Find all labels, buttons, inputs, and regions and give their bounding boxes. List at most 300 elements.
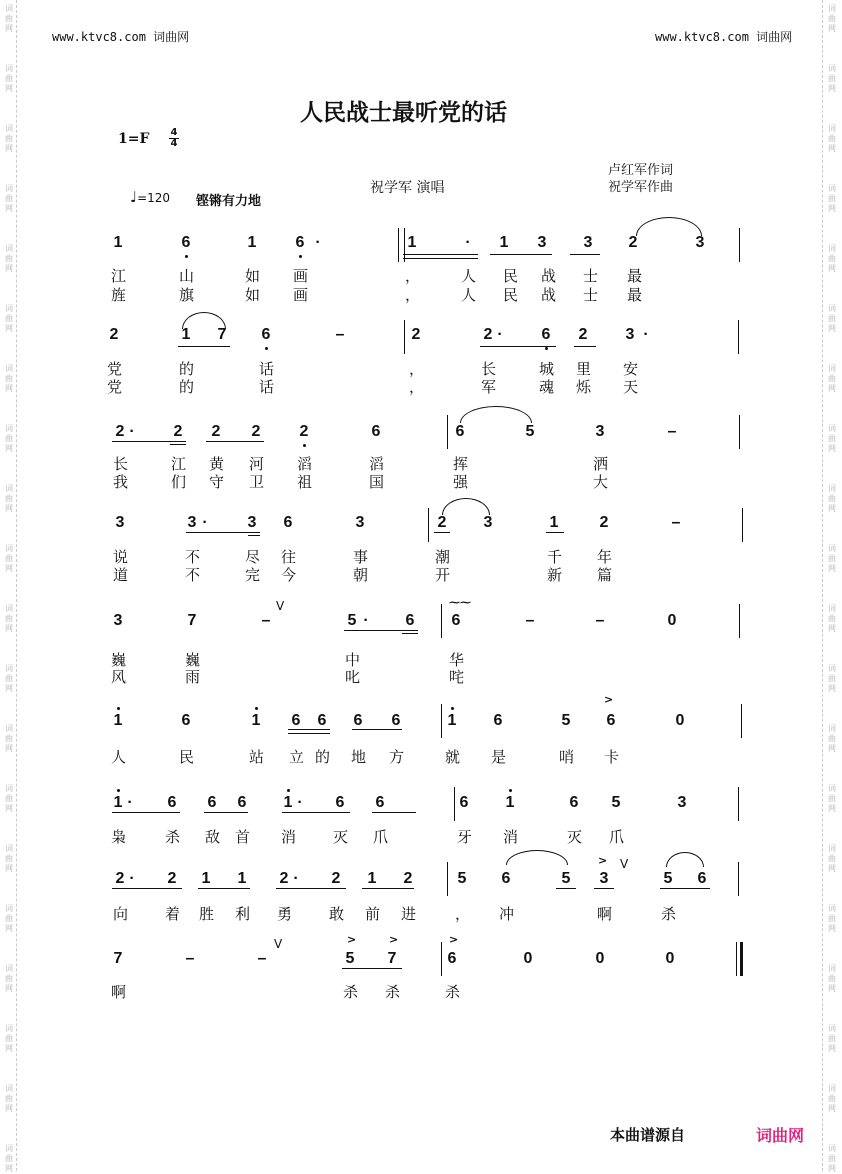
beam-underline: [288, 733, 330, 734]
note: –: [335, 326, 345, 343]
lyric-char: 祖: [297, 473, 313, 491]
note: 1: [237, 870, 247, 887]
note: 2: [115, 870, 125, 887]
lyric-char: ，: [405, 267, 421, 285]
note: 2: [578, 326, 588, 343]
slur: [460, 406, 532, 423]
lyric-char: 雨: [185, 668, 201, 686]
lyric-char: 爪: [373, 828, 389, 846]
accent-mark: >: [347, 933, 357, 946]
watermark-text: 词 曲 网: [828, 724, 836, 753]
site-url-left[interactable]: www.ktvc8.com 词曲网: [52, 30, 190, 44]
watermark-text: 词 曲 网: [5, 364, 13, 393]
mordent-mark: ⁓⁓: [449, 596, 471, 609]
note: 2: [483, 326, 493, 343]
note: 1: [113, 234, 123, 251]
lyric-char: 画: [293, 267, 309, 285]
note: 6: [606, 712, 616, 729]
watermark-text: 词 曲 网: [5, 784, 13, 813]
lyric-char: 旗: [179, 286, 195, 304]
beam-underline: [186, 532, 260, 533]
right-watermark-strip: [822, 0, 839, 1171]
lyric-char: 着: [165, 905, 181, 923]
lyric-char: 进: [401, 905, 417, 923]
lyric-char: 我: [113, 473, 129, 491]
note: 3: [113, 612, 123, 629]
note: ·: [363, 612, 369, 629]
note: 0: [665, 950, 675, 967]
lyric-char: 前: [365, 905, 381, 923]
note: 6: [317, 712, 327, 729]
expression-marking: 铿锵有力地: [196, 194, 262, 209]
note: 2: [115, 423, 125, 440]
lyric-char: 咤: [449, 668, 465, 686]
lyric-char: 风: [111, 668, 127, 686]
lyric-char: 事: [353, 548, 369, 566]
lyric-char: 是: [491, 748, 507, 766]
note: 6: [371, 423, 381, 440]
note: 0: [595, 950, 605, 967]
lyric-char: 卡: [604, 748, 620, 766]
lyric-char: 说: [113, 548, 129, 566]
note: 6: [237, 794, 247, 811]
note: 7: [387, 950, 397, 967]
breath-mark: V: [276, 599, 285, 613]
lyric-char: 啊: [111, 983, 127, 1001]
lyric-char: 道: [113, 566, 129, 584]
lyric-char: ，: [409, 360, 425, 378]
lyric-char: 往: [281, 548, 297, 566]
note: 1: [249, 712, 263, 730]
note: 3: [115, 514, 125, 531]
note: 5: [611, 794, 621, 811]
note: 3: [695, 234, 705, 251]
barline: [742, 508, 743, 542]
lyric-char: 黄: [209, 455, 225, 473]
lyric-char: 国: [369, 473, 385, 491]
beam-underline: [362, 888, 414, 889]
accent-mark: >: [598, 854, 608, 867]
watermark-text: 词 曲 网: [828, 544, 836, 573]
beam-underline: [403, 254, 478, 255]
note: 6: [335, 794, 345, 811]
lyric-char: 冲: [499, 905, 515, 923]
beam-underline: [660, 888, 710, 889]
note: 6: [207, 794, 217, 811]
lyric-char: 滔: [369, 455, 385, 473]
lyric-char: 旌: [111, 286, 127, 304]
barline: [447, 415, 448, 449]
slur: [636, 217, 702, 236]
watermark-text: 词 曲 网: [5, 244, 13, 273]
lyric-char: 话: [259, 378, 275, 396]
note: 1: [445, 712, 459, 730]
lyric-char: 大: [593, 473, 609, 491]
note: ·: [127, 794, 133, 811]
lyric-char: 河: [249, 455, 265, 473]
site-url-right[interactable]: www.ktvc8.com 词曲网: [655, 30, 793, 44]
watermark-text: 词 曲 网: [828, 4, 836, 33]
lyric-char: 消: [281, 828, 297, 846]
lyric-char: 巍: [111, 651, 127, 669]
lyric-char: 画: [293, 286, 309, 304]
lyricist-credit: 卢红军作词: [608, 163, 674, 178]
slur: [182, 312, 226, 329]
final-barline: [740, 942, 743, 976]
note: 1: [503, 794, 517, 812]
note: 5: [561, 870, 571, 887]
composer-credit: 祝学军作曲: [608, 180, 674, 195]
watermark-text: 词 曲 网: [5, 1084, 13, 1113]
lyric-char: 叱: [345, 668, 361, 686]
lyric-char: 华: [449, 651, 465, 669]
note: 6: [291, 712, 301, 729]
note: 7: [187, 612, 197, 629]
beam-underline: [178, 346, 230, 347]
note: 6: [391, 712, 401, 729]
beam-underline: [546, 532, 564, 533]
lyric-char: 杀: [385, 983, 401, 1001]
barline: [441, 604, 442, 638]
lyric-char: 党: [107, 378, 123, 396]
lyric-char: 里: [576, 360, 592, 378]
watermark-text: 词 曲 网: [828, 124, 836, 153]
lyric-char: 向: [113, 905, 129, 923]
note: 5: [457, 870, 467, 887]
beam-underline: [594, 888, 614, 889]
lyric-char: 城: [539, 360, 555, 378]
lyric-char: 卫: [249, 473, 265, 491]
lyric-char: 守: [209, 473, 225, 491]
beam-underline: [570, 254, 600, 255]
lyric-char: 最: [627, 286, 643, 304]
note: 5: [525, 423, 535, 440]
lyric-char: 开: [435, 566, 451, 584]
note: 2: [628, 234, 638, 251]
source-label: 本曲谱源自: [610, 1126, 686, 1144]
accent-mark: >: [389, 933, 399, 946]
note: 3: [677, 794, 687, 811]
note: ·: [129, 870, 135, 887]
note: 3: [483, 514, 493, 531]
note: –: [667, 423, 677, 440]
note: 6: [455, 423, 465, 440]
note: 6: [375, 794, 385, 811]
slur: [442, 498, 490, 515]
note: 3: [599, 870, 609, 887]
watermark-text: 词 曲 网: [828, 484, 836, 513]
note: ·: [293, 870, 299, 887]
lyric-char: 长: [481, 360, 497, 378]
note: 6: [447, 950, 457, 967]
watermark-text: 词 曲 网: [828, 904, 836, 933]
lyric-char: 的: [179, 360, 195, 378]
lyric-char: 胜: [199, 905, 215, 923]
watermark-text: 词 曲 网: [828, 1084, 836, 1113]
note: 6: [405, 612, 415, 629]
barline: [398, 228, 399, 262]
lyric-char: 天: [623, 378, 639, 396]
lyric-char: 民: [503, 286, 519, 304]
note: 6: [459, 794, 469, 811]
lyric-char: 首: [235, 828, 251, 846]
barline: [447, 862, 448, 896]
note: –: [595, 612, 605, 629]
note: 7: [217, 326, 227, 343]
note: 3: [583, 234, 593, 251]
note: 1: [181, 326, 191, 343]
beam-underline: [112, 441, 186, 442]
watermark-text: 词 曲 网: [5, 844, 13, 873]
lyric-char: 党: [107, 360, 123, 378]
beam-underline: [372, 812, 416, 813]
watermark-text: 词 曲 网: [5, 1024, 13, 1053]
note: ·: [315, 234, 321, 251]
watermark-text: 词 曲 网: [5, 964, 13, 993]
lyric-char: 千: [547, 548, 563, 566]
note: 2: [167, 870, 177, 887]
lyric-char: 如: [245, 286, 261, 304]
lyric-char: 安: [623, 360, 639, 378]
lyric-char: 魂: [539, 378, 555, 396]
lyric-char: 朝: [353, 566, 369, 584]
lyric-char: 长: [113, 455, 129, 473]
note: 2: [599, 514, 609, 531]
barline: [739, 415, 740, 449]
lyric-char: 话: [259, 360, 275, 378]
lyric-char: 江: [171, 455, 187, 473]
lyric-char: 洒: [593, 455, 609, 473]
lyric-char: 的: [179, 378, 195, 396]
lyric-char: 民: [503, 267, 519, 285]
note: 0: [667, 612, 677, 629]
watermark-text: 词 曲 网: [828, 184, 836, 213]
source-brand-link[interactable]: 词曲网: [756, 1126, 805, 1145]
note: 6: [501, 870, 511, 887]
singer-credit: 祝学军 演唱: [370, 180, 445, 196]
beam-underline: [352, 729, 402, 730]
lyric-char: 方: [389, 748, 405, 766]
time-signature: $\frac{4}{4}$: [170, 127, 178, 149]
note: 3: [537, 234, 547, 251]
note: 6: [451, 612, 461, 629]
note: 6: [293, 234, 307, 252]
note: 1: [201, 870, 211, 887]
lyric-char: 敌: [205, 828, 221, 846]
note: 6: [179, 234, 193, 252]
lyric-char: 巍: [185, 651, 201, 669]
note: 6: [259, 326, 273, 344]
watermark-text: 词 曲 网: [5, 424, 13, 453]
song-title: 人民战士最听党的话: [300, 100, 507, 126]
lyric-char: 潮: [435, 548, 451, 566]
note: 2: [251, 423, 261, 440]
watermark-text: 词 曲 网: [5, 664, 13, 693]
accent-mark: >: [604, 693, 614, 706]
note: 3: [247, 514, 257, 531]
beam-underline: [402, 633, 418, 634]
lyric-char: 山: [179, 267, 195, 285]
lyric-char: 的: [315, 748, 331, 766]
note: 3: [625, 326, 635, 343]
note: 5: [561, 712, 571, 729]
lyric-char: 立: [289, 748, 305, 766]
barline: [738, 862, 739, 896]
lyric-char: 们: [171, 473, 187, 491]
beam-underline: [480, 346, 556, 347]
note: 1: [407, 234, 417, 251]
note: 1: [111, 712, 125, 730]
lyric-char: 灭: [567, 828, 583, 846]
watermark-text: 词 曲 网: [5, 184, 13, 213]
note: 3: [595, 423, 605, 440]
note: 6: [569, 794, 579, 811]
barline: [454, 787, 455, 821]
note: 1: [549, 514, 559, 531]
lyric-char: 士: [583, 267, 599, 285]
note: 0: [523, 950, 533, 967]
lyric-char: 哨: [559, 748, 575, 766]
beam-underline: [206, 441, 264, 442]
watermark-text: 词 曲 网: [5, 64, 13, 93]
slur: [666, 852, 704, 867]
lyric-char: ，: [455, 905, 471, 923]
beam-underline: [170, 444, 186, 445]
note: 1: [499, 234, 509, 251]
note: ·: [497, 326, 503, 343]
note: 1: [281, 794, 295, 812]
lyric-char: 就: [445, 748, 461, 766]
lyric-char: 民: [179, 748, 195, 766]
breath-mark: V: [274, 937, 283, 951]
watermark-text: 词 曲 网: [828, 244, 836, 273]
lyric-char: 战: [541, 267, 557, 285]
composer-credits: [608, 162, 673, 196]
note: 2: [331, 870, 341, 887]
lyric-char: 新: [547, 566, 563, 584]
note: ·: [202, 514, 208, 531]
note: ·: [129, 423, 135, 440]
note: 0: [675, 712, 685, 729]
note: –: [671, 514, 681, 531]
lyric-char: 灭: [333, 828, 349, 846]
beam-underline: [342, 968, 402, 969]
lyric-char: 地: [351, 748, 367, 766]
lyric-char: 杀: [343, 983, 359, 1001]
beam-underline: [288, 729, 330, 730]
lyric-char: 不: [185, 548, 201, 566]
barline: [738, 787, 739, 821]
quarter-note-icon: ♩: [130, 188, 138, 206]
barline: [441, 704, 442, 738]
beam-underline: [574, 346, 596, 347]
note: 6: [283, 514, 293, 531]
note: 2: [279, 870, 289, 887]
lyric-char: 如: [245, 267, 261, 285]
barline: [741, 704, 742, 738]
tempo-marking: ♩=120: [130, 188, 171, 206]
left-watermark-strip: [0, 0, 17, 1171]
barline: [738, 320, 739, 354]
barline: [736, 942, 737, 976]
watermark-text: 词 曲 网: [5, 484, 13, 513]
note: 6: [493, 712, 503, 729]
lyric-char: 利: [235, 905, 251, 923]
barline: [404, 228, 405, 262]
lyric-char: 枭: [111, 828, 127, 846]
lyric-char: 牙: [457, 828, 473, 846]
lyric-char: 篇: [597, 566, 613, 584]
lyric-char: 士: [583, 286, 599, 304]
barline: [404, 320, 405, 354]
beam-underline: [344, 630, 418, 631]
watermark-text: 词 曲 网: [828, 64, 836, 93]
lyric-char: 啊: [597, 905, 613, 923]
watermark-text: 词 曲 网: [5, 124, 13, 153]
beam-underline: [248, 535, 260, 536]
beam-underline: [112, 812, 180, 813]
watermark-text: 词 曲 网: [5, 4, 13, 33]
lyric-char: 站: [249, 748, 265, 766]
note: ·: [643, 326, 649, 343]
note: 7: [113, 950, 123, 967]
lyric-char: 完: [245, 566, 261, 584]
beam-underline: [198, 888, 250, 889]
key-signature: 1=F: [118, 131, 150, 147]
note: –: [257, 950, 267, 967]
lyric-char: 爪: [609, 828, 625, 846]
lyric-char: 不: [185, 566, 201, 584]
note: –: [525, 612, 535, 629]
watermark-text: 词 曲 网: [828, 1024, 836, 1053]
lyric-char: 最: [627, 267, 643, 285]
watermark-text: 词 曲 网: [5, 1144, 13, 1173]
watermark-text: 词 曲 网: [828, 964, 836, 993]
note: 3: [355, 514, 365, 531]
watermark-text: 词 曲 网: [828, 1144, 836, 1173]
watermark-text: 词 曲 网: [5, 724, 13, 753]
beam-underline: [434, 532, 450, 533]
note: 6: [181, 712, 191, 729]
lyric-char: 消: [503, 828, 519, 846]
note: –: [185, 950, 195, 967]
lyric-char: 人: [461, 286, 477, 304]
watermark-text: 词 曲 网: [828, 424, 836, 453]
note: 2: [437, 514, 447, 531]
note: 5: [663, 870, 673, 887]
barline: [428, 508, 429, 542]
lyric-char: 挥: [453, 455, 469, 473]
note: 1: [111, 794, 125, 812]
lyric-char: 江: [111, 267, 127, 285]
note: 2: [411, 326, 421, 343]
note: 6: [353, 712, 363, 729]
lyric-char: 今: [281, 566, 297, 584]
lyric-char: 军: [481, 378, 497, 396]
lyric-char: 勇: [277, 905, 293, 923]
beam-underline: [282, 812, 350, 813]
breath-mark: V: [620, 857, 629, 871]
lyric-char: 滔: [297, 455, 313, 473]
lyric-char: ，: [409, 378, 425, 396]
lyric-char: 烁: [576, 378, 592, 396]
watermark-text: 词 曲 网: [828, 664, 836, 693]
watermark-text: 词 曲 网: [828, 364, 836, 393]
beam-underline: [490, 254, 552, 255]
lyric-char: 杀: [661, 905, 677, 923]
watermark-text: 词 曲 网: [5, 904, 13, 933]
note: ·: [297, 794, 303, 811]
